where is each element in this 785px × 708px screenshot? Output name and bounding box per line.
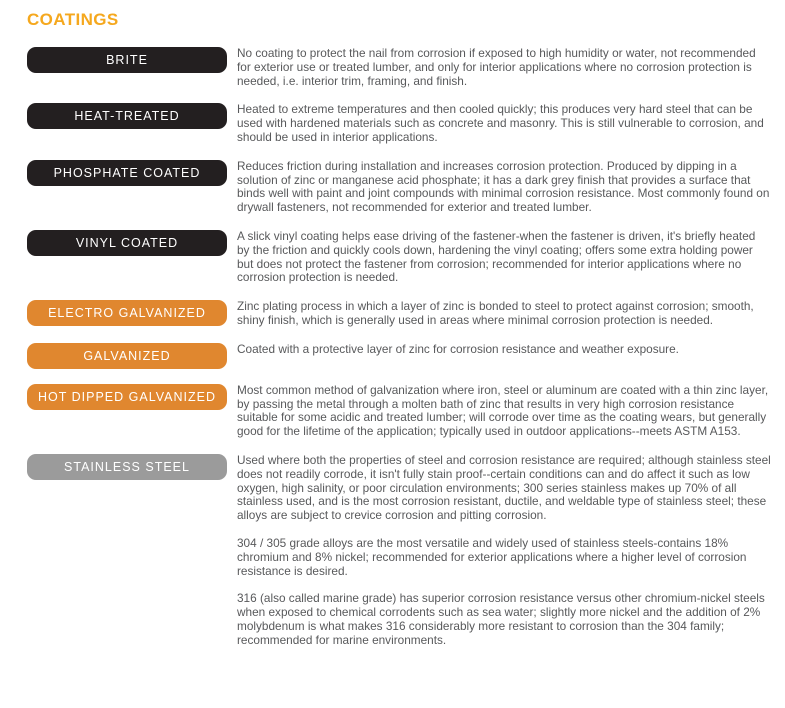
coating-description	[237, 230, 771, 285]
coating-badge-label: HEAT-TREATED	[74, 109, 180, 124]
description-paragraph: Reduces friction during installation and increases corrosion protection. Produced by dipping in a solution of zinc or manganese acid phosphate; it has a dark grey finish that provides a surface that binds well with paint and joint compounds with minimal corrosion resistance. Most commonly found on drywall fasteners, not recommended for exterior and treated lumber.	[237, 158, 770, 215]
coating-badge-label: BRITE	[106, 53, 148, 67]
coating-row	[27, 343, 771, 369]
coatings-table	[27, 47, 771, 648]
description-paragraph: Zinc plating process in which a layer of zinc is bonded to steel to protect against corrosion; smooth, shiny finish, which is generally used in areas where minimal corrosion protection is needed.	[237, 299, 754, 327]
description-paragraph: 316 (also called marine grade) has superior corrosion resistance versus other chromium-nickel steels when exposed to chemical corrodents such as sea water; slightly more nickel and the addition of 2% molybdenum is what makes 316 considerably more resistant to corrosion than the 304 family; recommended for marine environments.	[237, 591, 765, 647]
coating-badge	[27, 230, 227, 256]
coating-row	[27, 160, 771, 215]
description-paragraph: Most common method of galvanization where iron, steel or aluminum are coated with a thin zinc layer, by passing the metal through a molten bath of zinc that results in very high corrosion resistance suitable for some acidic and treated lumber; will corrode over time as the coating wears, but generally good for the lifetime of the application; typically used in outdoor applications--meets ASTM A153.	[237, 382, 769, 439]
coating-badge	[27, 47, 227, 73]
description-paragraph: Used where both the properties of steel and corrosion resistance are required; although stainless steel does not readily corrode, it isn't fully stain proof--certain conditions can and do affect it such as low oxygen, high salinity, or poor circulation environments; 300 series stainless makes up 70% of all stainless used, and is the most corrosion resistant, ductile, and weldable type of stainless steel; these alloys are subject to crevice corrosion and pitting corrosion.	[237, 452, 771, 523]
coating-description	[237, 47, 771, 88]
coating-badge	[27, 160, 227, 186]
coating-description	[237, 454, 771, 648]
coating-row	[27, 384, 771, 439]
coating-badge-label: ELECTRO GALVANIZED	[48, 306, 206, 321]
description-paragraph: Heated to extreme temperatures and then cooled quickly; this produces very hard steel that can be used with hardened materials such as concrete and masonry. This is still vulnerable to corrosion, and should be used in interior applications.	[237, 102, 764, 144]
coating-description	[237, 343, 771, 357]
coating-row	[27, 300, 771, 328]
coating-badge	[27, 103, 227, 129]
page-title: COATINGS	[27, 10, 119, 29]
description-paragraph: Coated with a protective layer of zinc for corrosion resistance and weather exposure.	[237, 341, 679, 356]
coating-row	[27, 230, 771, 285]
coating-badge-label: STAINLESS STEEL	[64, 459, 190, 474]
coating-badge-label: GALVANIZED	[83, 348, 171, 363]
coating-badge	[27, 300, 227, 326]
coating-badge	[27, 343, 227, 369]
coating-description	[237, 160, 771, 215]
coating-row	[27, 103, 771, 144]
coating-badge	[27, 454, 227, 480]
coating-badge-label: PHOSPHATE COATED	[53, 165, 201, 180]
coating-description	[237, 103, 771, 144]
coating-badge	[27, 384, 227, 410]
coating-row	[27, 454, 771, 648]
coating-row	[27, 47, 771, 88]
description-paragraph: A slick vinyl coating helps ease driving of the fastener-when the fastener is driven, it's briefly heated by the friction and quickly cools down, hardening the vinyl coating; offers some extra holding power but does not protect the fastener from corrosion; recommended for interior applications where no corrosion protection is needed.	[237, 228, 756, 285]
coating-description	[237, 300, 771, 328]
coating-badge-label: VINYL COATED	[75, 235, 179, 250]
coating-description	[237, 384, 771, 439]
description-paragraph: No coating to protect the nail from corrosion if exposed to high humidity or water, not recommended for exterior use or treated lumber, and only for interior applications where no corrosion protection is needed, i.e. interior trim, framing, and finish.	[237, 46, 756, 88]
coating-badge-label: HOT DIPPED GALVANIZED	[38, 389, 216, 404]
description-paragraph: 304 / 305 grade alloys are the most versatile and widely used of stainless steels-contains 18% chromium and 8% nickel; recommended for exterior applications where a higher level of corrosion resistance is desired.	[237, 535, 747, 578]
